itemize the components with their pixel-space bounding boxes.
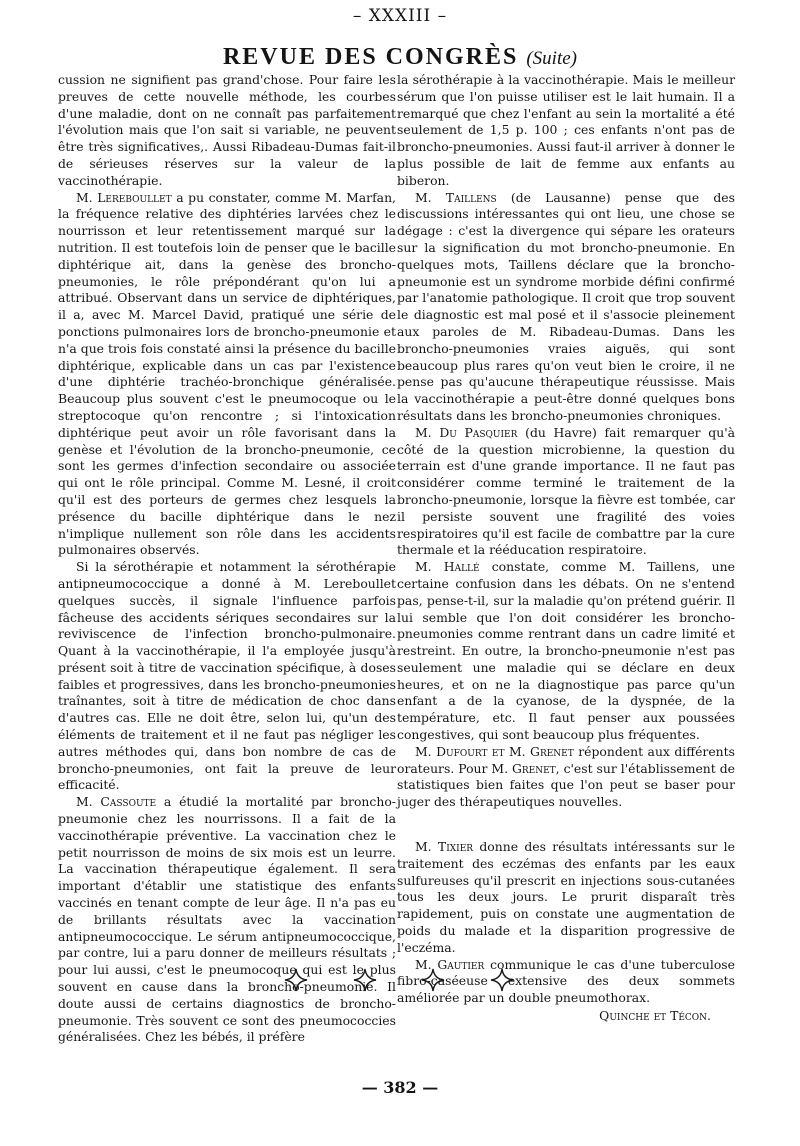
section-gap (397, 811, 735, 839)
four-point-star-icon (421, 968, 445, 992)
speaker-name: M. Hallé (415, 559, 480, 575)
paragraph (58, 794, 396, 1046)
left-column (58, 72, 396, 1046)
paragraph (397, 190, 735, 425)
paragraph-text: constate, comme M. Taillens, une certaine confusion dans les débats. On ne s'entend pas, pense-t-il, sur la maladie qu'on prétend guérir. Il lui semble que l'on doit considérer les broncho-pneumonies comme rentrant dans un cadre limité et restreint. En outre, la broncho-pneumonie n'est pas seulement une maladie qui se déclare en deux heures, et on ne la diagnostique pas parce qu'un enfant a de la cyanose, de la dyspnée, de la température, etc. Il faut penser aux poussées congestives, qui sont beaucoup plus fréquentes. (397, 559, 735, 743)
author-signature: Quinche et Técon. (599, 1008, 711, 1024)
paragraph-text: a pu constater, comme M. Marfan, la fréquence relative des diphtéries larvées chez le nourrisson et leur retentissement marqué sur la nutrition. Il est toutefois loin de penser que le bacille diphtérique ait, dans la genèse des broncho-pneumonies, le rôle prépondérant qu'on lui a attribué. Observant dans un service de diphtériques, il a, avec M. Marcel David, pratiqué une série de ponctions pulmonaires lors de broncho-pneumonie et n'a que trois fois constaté ainsi la présence du bacille diphtérique, explicable dans un cas par l'existence d'une diphtérie trachéo-bronchique généralisée. Beaucoup plus souvent c'est le pneumocoque ou le streptocoque qu'on rencontre ; si l'intoxication diphtérique peut avoir un rôle favorisant dans la genèse et l'évolution de la broncho-pneumonie, ce sont les germes d'infection secondaire ou associée qui ont le rôle principal. Comme M. Lesné, il croit qu'il est des porteurs de germes chez lesquels la présence du bacille diphtérique dans le nez n'implique nullement son rôle dans les accidents pulmonaires observés. (58, 189, 396, 558)
paragraph: cussion ne signifient pas grand'chose. Pour faire les preuves de cette nouvelle méthode, les courbes d'une maladie, dont on ne connaît pas parfaitement l'évolution mais que l'on sait si variable, ne peuvent être très significatives,. Aussi Ribadeau-Dumas fait-il de sérieuses réserves sur la valeur de la vaccinothérapie. (58, 72, 396, 188)
speaker-name: M. Lereboullet (76, 189, 172, 205)
paragraph (397, 839, 735, 957)
paragraph: la sérothérapie à la vaccinothérapie. Mais le meilleur sérum que l'on puisse utiliser est le lait humain. Il a remarqué que chez l'enfant au sein la mortalité a été seulement de 1,5 p. 100 ; ces enfants n'ont pas de broncho-pneumonies. Aussi faut-il arriver à donner le plus possible de lait de femme aux enfants au biberon. (397, 72, 735, 188)
ornament-row (284, 968, 514, 992)
four-point-star-icon (284, 968, 308, 992)
paragraph-text: c'est sur l'établissement de statistiques bien faites que l'on peut se baser pour juger des thérapeutiques nouvelles. (397, 760, 735, 810)
section-title (0, 44, 800, 71)
running-page-number: – XXXIII – (352, 6, 448, 26)
speaker-name: M. Taillens (415, 189, 497, 205)
paragraph (397, 744, 735, 811)
paragraph (397, 425, 735, 559)
paragraph-text: donne des résultats intéressants sur le traitement des eczémas des enfants par les eaux sulfureuses qu'il prescrit en injections sous-cutanées tous les deux jours. Le prurit disparaît très rapidement, puis on constate une augmentation de poids du malade et la disparition progressive de l'eczéma. (397, 839, 735, 955)
paragraph-text: répondent aux différents orateurs. Pour (397, 743, 735, 776)
speaker-name: M. Tixier (415, 839, 474, 855)
right-column (397, 72, 735, 1025)
speaker-name: M. Grenet, (491, 760, 560, 776)
paragraph-text: communique le cas d'une tuberculose fibro-caséeuse extensive des deux sommets améliorée par un double pneumothorax. (397, 956, 735, 1006)
paragraph (58, 190, 396, 560)
paragraph-text: (du Havre) fait remarquer qu'à côté de la question microbienne, la question du terrain est d'une grande importance. Il ne faut pas considérer comme terminé le traitement de la broncho-pneumonie, lorsque la fièvre est tombée, car il persiste souvent une fragilité des voies respiratoires qu'il est facile de combattre par la cure thermale et la rééducation respiratoire. (397, 424, 736, 558)
paragraph-text: (de Lausanne) pense que des discussions intéressantes qui ont lieu, une chose se dégage : c'est la divergence qui sépare les orateurs sur la signification du mot broncho-pneumonie. En quelques mots, Taillens déclare que la broncho-pneumonie est un syndrome morbide défini confirmé par l'anatomie pathologique. Il croit que trop souvent le diagnostic est mal posé et il s'associe pleinement aux paroles de M. Ribadeau-Dumas. Dans les broncho-pneumonies vraies aiguës, qui sont beaucoup plus rares qu'on veut bien le croire, il ne pense pas qu'aucune thérapeutique réussisse. Mais la vaccinothérapie a peut-être donné quelques bons résultats dans les broncho-pneumonies chroniques. (397, 189, 735, 423)
four-point-star-icon (490, 968, 514, 992)
page-number: — 382 — (361, 1078, 439, 1097)
paragraph: Si la sérothérapie et notamment la sérothérapie antipneumococcique a donné à M. Lereboullet quelques succès, il signale l'influence parfois fâcheuse des accidents sériques secondaires sur la reviviscence de l'infection broncho-pulmonaire. Quant à la vaccinothérapie, il l'a employée jusqu'à présent soit à titre de vaccination spécifique, à doses faibles et progressives, dans les broncho-pneumonies traînantes, soit à titre de médication de choc dans d'autres cas. Elle ne doit être, selon lui, qu'un des éléments de traitement et il ne faut pas négliger les autres méthodes qui, dans bon nombre de cas de broncho-pneumonies, ont fait la preuve de leur efficacité. (58, 559, 396, 793)
speaker-name: M. Dufourt et M. Grenet (415, 743, 574, 759)
speaker-name: M. Cassoute (76, 794, 157, 810)
four-point-star-icon (353, 968, 377, 992)
section-title-text: REVUE DES CONGRÈS (222, 44, 519, 70)
section-title-suite: (Suite) (526, 48, 578, 69)
paragraph-text: a étudié la mortalité par broncho-pneumonie chez les nourrissons. Il a fait de la vaccinothérapie préventive. La vaccination chez le petit nourrisson de moins de six mois est un leurre. La vaccination thérapeutique également. Il sera important d'établir une statistique des enfants vaccinés en tenant compte de leur âge. Il n'a pas eu de brillants résultats avec la vaccination antipneumococcique. Le sérum antipneumococcique, par contre, lui a paru donner de meilleurs résultats ; pour lui aussi, c'est le pneumocoque qui est le plus souvent en cause dans la broncho-pneumonie. Il doute aussi de certains diagnostics de broncho-pneumonie. Très souvent ce sont des pneumococcies généralisées. Chez les bébés, il préfère (58, 794, 396, 1045)
speaker-name: M. Gautier (415, 956, 485, 972)
speaker-name: M. Du Pasquier (415, 424, 518, 440)
paragraph (397, 559, 735, 744)
